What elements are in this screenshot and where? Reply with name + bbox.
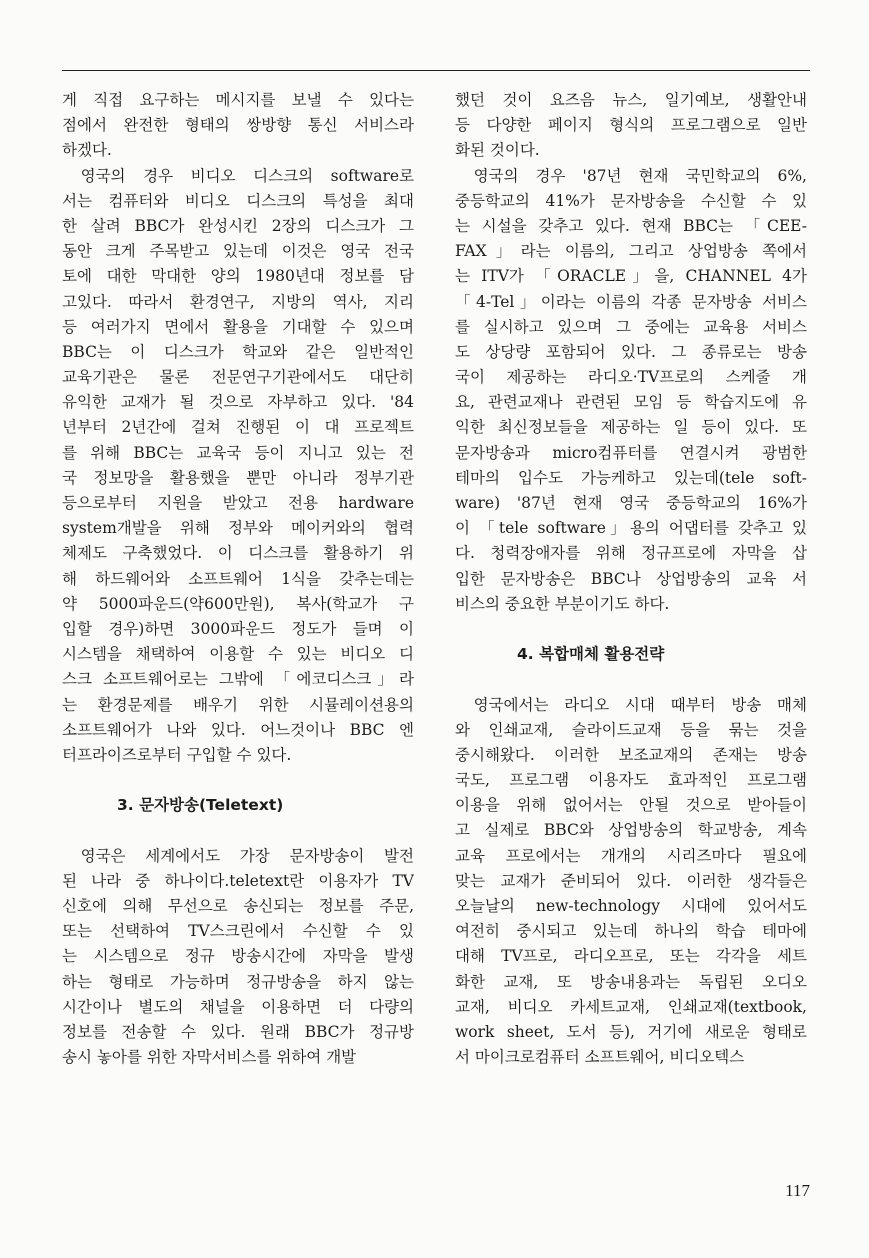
text-line: 터프라이즈로부터 구입할 수 있다. [62,745,292,764]
text-line: 국 정보망을 활용했을 뿐만 아니라 정부기관 [62,468,414,487]
text-line: 고 실제로 BBC와 상업방송의 학교방송, 계속 [455,821,807,840]
text-line: 영국의 경우 비디오 디스크의 software로 [80,166,414,185]
text-line: ware) '87년 현재 영국 중등학교의 16%가 [455,494,807,512]
text-line: 하겠다. [62,141,112,160]
text-line: 교육 프로에서는 개개의 시리즈마다 필요에 [455,846,807,865]
text-line: 중시해왔다. 이러한 보조교재의 존재는 방송 [455,745,807,764]
text-line: 토에 대한 막대한 양의 1980년대 정보를 담 [62,267,414,286]
text-line: 요, 관련교재나 관련된 모임 등 학습지도에 유 [455,393,807,412]
spacer [455,617,807,642]
text-line: 여전히 중시되고 있는데 하나의 학습 테마에 [455,922,807,941]
text-line: 등 여러가지 면에서 활용을 기대할 수 있으며 [62,317,414,336]
section-heading-multimedia: 4. 복합매체 활용전략 [517,645,665,664]
text-line: 이 「tele software」용의 어댑터를 갖추고 있 [455,519,807,538]
text-line: 입한 문자방송은 BBC나 상업방송의 교육 서 [455,569,807,588]
text-line: 는 시설을 갖추고 있다. 현재 BBC는 「CEE- [455,216,807,235]
text-line: 스크 소프트웨어로는 그밖에 「에코디스크」라 [62,670,414,689]
text-line: 소프트웨어가 나와 있다. 어느것이나 BBC 엔 [62,720,414,739]
text-line: 하는 형태로 가능하며 정규방송을 하지 않는 [62,972,414,991]
left-column [62,88,414,1070]
text-line: 서 마이크로컴퓨터 소프트웨어, 비디오텍스 [455,1048,745,1067]
text-line: 된 나라 중 하나이다.teletext란 이용자가 TV [62,871,414,890]
text-line: 등 다양한 페이지 형식의 프로그램으로 일반 [455,116,807,135]
text-line: 시스템을 채택하여 이용할 수 있는 비디오 디 [62,645,414,664]
text-line: 체제도 구축했었다. 이 디스크를 활용하기 위 [62,544,414,563]
text-line: 영국의 경우 '87년 현재 국민학교의 6%, [473,166,807,185]
text-line: 익한 최신정보들을 제공하는 일 등이 있다. 또 [455,418,807,437]
text-line: 또는 선택하여 TV스크린에서 수신할 수 있 [62,922,414,941]
spacer [62,768,414,793]
text-line: 다. 청력장애자를 위해 정규프로에 자막을 삽 [455,544,807,563]
text-line: 송시 놓아를 위한 자막서비스를 위하여 개발 [62,1048,357,1067]
text-line: 는 시스템으로 정규 방송시간에 자막을 발생 [62,947,414,966]
text-line: 맞는 교재가 준비되어 있다. 이러한 생각들은 [455,871,807,890]
text-line: 테마의 입수도 가능케하고 있는데(tele soft- [455,468,807,487]
text-line: 등으로부터 지원을 받았고 전용 hardware [62,494,414,512]
text-line: 대해 TV프로, 라디오프로, 또는 각각을 세트 [455,947,807,966]
text-line: 교육기관은 물론 전문연구기관에서도 대단히 [62,368,414,387]
text-line: 고있다. 따라서 환경연구, 지방의 역사, 지리 [62,292,414,311]
page-number: 117 [785,1181,810,1200]
text-line: system개발을 위해 정부와 메이커와의 협력 [62,519,414,538]
spacer [455,667,807,692]
text-line: 유익한 교재가 될 것으로 자부하고 있다. '84 [62,393,414,412]
text-line: work sheet, 도서 등), 거기에 새로운 형태로 [455,1022,807,1041]
text-line: 교재, 비디오 카세트교재, 인쇄교재(textbook, [455,997,807,1016]
text-line: 영국은 세계에서도 가장 문자방송이 발전 [80,846,414,865]
text-line: 년부터 2년간에 걸쳐 진행된 이 대 프로젝트 [62,418,414,437]
text-line: FAX」라는 이름의, 그리고 상업방송 쪽에서 [455,242,807,261]
text-line: 비스의 중요한 부분이기도 하다. [455,594,670,613]
right-body-text-continued [455,693,807,1071]
text-line: 국이 제공하는 라디오·TV프로의 스케줄 개 [455,368,807,387]
spacer [62,818,414,843]
text-line: 오늘날의 new-technology 시대에 있어서도 [455,897,807,915]
text-line: 를 위해 BBC는 교육국 등이 지니고 있는 전 [62,443,414,462]
text-line: 게 직접 요구하는 메시지를 보낼 수 있다는 [62,91,414,109]
text-line: 「4-Tel」이라는 이름의 각종 문자방송 서비스 [455,292,807,311]
text-line: 화한 교재, 또 방송내용과는 독립된 오디오 [455,972,807,991]
text-line: 국도, 프로그램 이용자도 효과적인 프로그램 [455,771,807,790]
text-line: 중등학교의 41%가 문자방송을 수신할 수 있 [455,191,807,210]
text-line: 영국에서는 라디오 시대 때부터 방송 매체 [473,695,807,714]
left-body-text [62,88,414,768]
text-line: 해 하드웨어와 소프트웨어 1식을 갖추는데는 [62,569,414,588]
text-line: 화된 것이다. [455,141,540,160]
text-line: 점에서 완전한 형태의 쌍방향 통신 서비스라 [62,116,414,135]
text-line: 는 ITV가 「ORACLE」을, CHANNEL 4가 [455,267,807,286]
text-line: 신호에 의해 무선으로 송신되는 정보를 주문, [62,897,414,915]
text-line: 를 실시하고 있으며 그 중에는 교육용 서비스 [455,317,807,336]
header-rule [62,70,810,71]
text-line: 도 상당량 포함되어 있다. 그 종류로는 방송 [455,342,807,361]
text-line: BBC는 이 디스크가 학교와 같은 일반적인 [62,342,414,361]
text-line: 약 5000파운드(약600만원), 복사(학교가 구 [62,594,414,613]
left-body-text-continued [62,844,414,1071]
text-line: 정보를 전송할 수 있다. 원래 BBC가 정규방 [62,1022,414,1041]
text-line: 는 환경문제를 배우기 위한 시뮬레이션용의 [62,695,414,714]
right-column [455,88,807,1070]
text-line: 한 살려 BBC가 완성시킨 2장의 디스크가 그 [62,216,414,235]
text-line: 와 인쇄교재, 슬라이드교재 등을 묶는 것을 [455,720,807,739]
text-line: 서는 컴퓨터와 비디오 디스크의 특성을 최대 [62,191,414,210]
text-line: 시간이나 별도의 채널을 이용하면 더 다량의 [62,997,414,1016]
text-line: 했던 것이 요즈음 뉴스, 일기예보, 생활안내 [455,91,807,109]
text-line: 이용을 위해 없어서는 안될 것으로 받아들이 [455,796,807,815]
right-body-text [455,88,807,617]
text-line: 동안 크게 주목받고 있는데 이것은 영국 전국 [62,242,414,261]
section-heading-teletext: 3. 문자방송(Teletext) [117,796,284,815]
text-line: 문자방송과 micro컴퓨터를 연결시켜 광범한 [455,443,807,462]
text-line: 입할 경우)하면 3000파운드 정도가 들며 이 [62,619,414,638]
